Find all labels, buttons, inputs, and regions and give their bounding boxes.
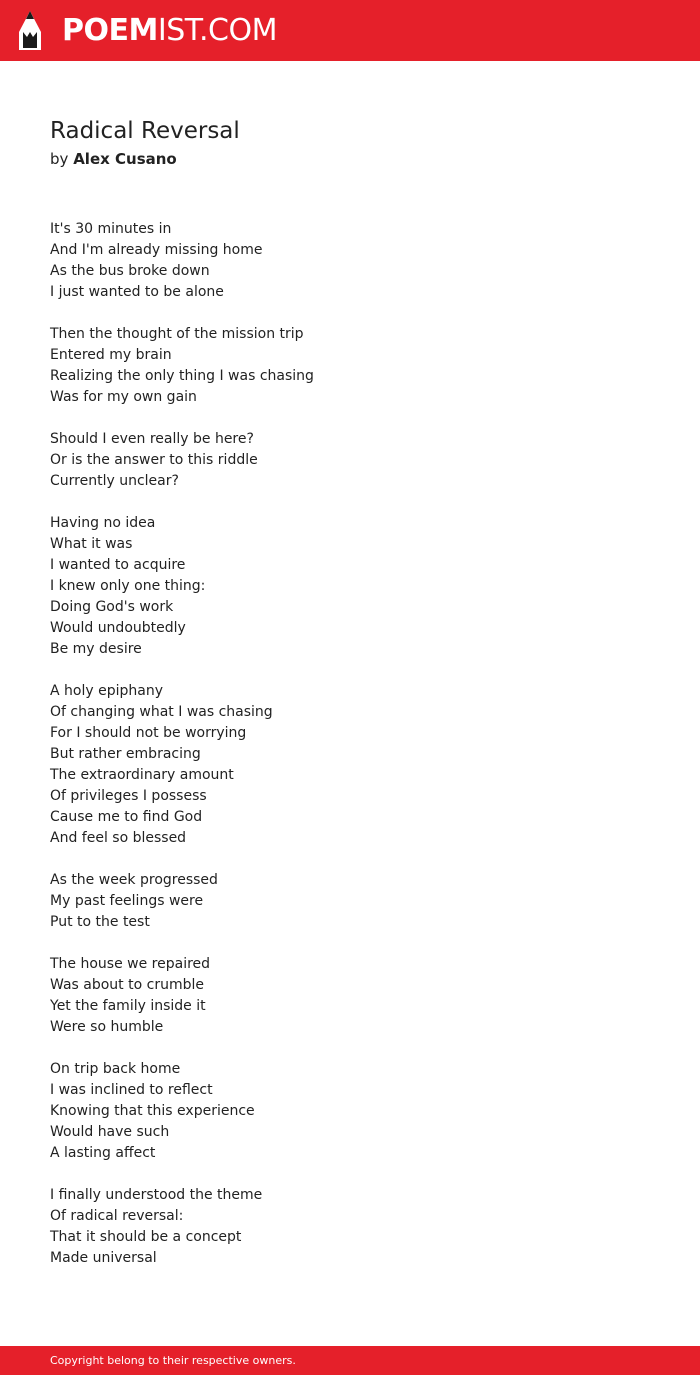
poem-line: I knew only one thing: [50, 578, 206, 594]
poem-stanza [50, 1059, 650, 1164]
poem-line: As the bus broke down [50, 263, 210, 279]
poem-line: Yet the family inside it [50, 998, 206, 1014]
logo-text-light: IST.COM [157, 13, 277, 48]
site-logo[interactable] [62, 13, 277, 49]
poem-line: It's 30 minutes in [50, 221, 172, 237]
poem-line: Of changing what I was chasing [50, 704, 273, 720]
copyright-text: Copyright belong to their respective owners. [50, 1354, 296, 1367]
poem-stanza [50, 954, 650, 1038]
poem-author: Alex Cusano [73, 150, 177, 168]
poem-line: My past feelings were [50, 893, 204, 909]
poem-line: I wanted to acquire [50, 557, 186, 573]
poem-stanza [50, 1185, 650, 1269]
poem-line: Knowing that this experience [50, 1103, 255, 1119]
poem-stanza [50, 429, 650, 492]
poem-line: Was about to crumble [50, 977, 204, 993]
poem-line: Of radical reversal: [50, 1208, 184, 1224]
poem-line: Having no idea [50, 515, 156, 531]
poem-stanza [50, 870, 650, 933]
poem-line: Doing God's work [50, 599, 174, 615]
poem-line: What it was [50, 536, 133, 552]
poem-line: Currently unclear? [50, 473, 179, 489]
poem-line: For I should not be worrying [50, 725, 247, 741]
by-label: by [50, 150, 69, 168]
poem-line: Or is the answer to this riddle [50, 452, 258, 468]
poem-line: Would have such [50, 1124, 170, 1140]
poem-line: And I'm already missing home [50, 242, 263, 258]
poem-stanza [50, 681, 650, 849]
poem-line: Should I even really be here? [50, 431, 254, 447]
poem-line: A holy epiphany [50, 683, 163, 699]
poem-stanza [50, 513, 650, 660]
pencil-icon[interactable] [17, 10, 43, 52]
poem-line: As the week progressed [50, 872, 218, 888]
poem-line: I just wanted to be alone [50, 284, 224, 300]
poem-line: Made universal [50, 1250, 157, 1266]
poem-line: Put to the test [50, 914, 150, 930]
poem-line: Be my desire [50, 641, 142, 657]
poem-line: Was for my own gain [50, 389, 197, 405]
poem-line: Would undoubtedly [50, 620, 186, 636]
poem-line: Were so humble [50, 1019, 164, 1035]
poem-line: Realizing the only thing I was chasing [50, 368, 314, 384]
poem-title: Radical Reversal [50, 118, 240, 144]
poem-stanza [50, 324, 650, 408]
poem-line: Of privileges I possess [50, 788, 207, 804]
site-footer [0, 1346, 700, 1375]
poem-byline [50, 149, 177, 169]
poem-stanza [50, 219, 650, 303]
poem-line: I finally understood the theme [50, 1187, 263, 1203]
poem-line: Cause me to find God [50, 809, 203, 825]
site-header [0, 0, 700, 61]
poem-line: But rather embracing [50, 746, 201, 762]
logo-text-bold: POEM [62, 13, 158, 48]
poem-line: A lasting affect [50, 1145, 156, 1161]
poem-line: On trip back home [50, 1061, 181, 1077]
poem-line: Entered my brain [50, 347, 172, 363]
poem-line: Then the thought of the mission trip [50, 326, 304, 342]
poem-line: And feel so blessed [50, 830, 187, 846]
poem-line: I was inclined to reflect [50, 1082, 213, 1098]
poem-line: The house we repaired [50, 956, 211, 972]
poem-line: That it should be a concept [50, 1229, 242, 1245]
poem-line: The extraordinary amount [50, 767, 234, 783]
poem-body [50, 219, 650, 1290]
